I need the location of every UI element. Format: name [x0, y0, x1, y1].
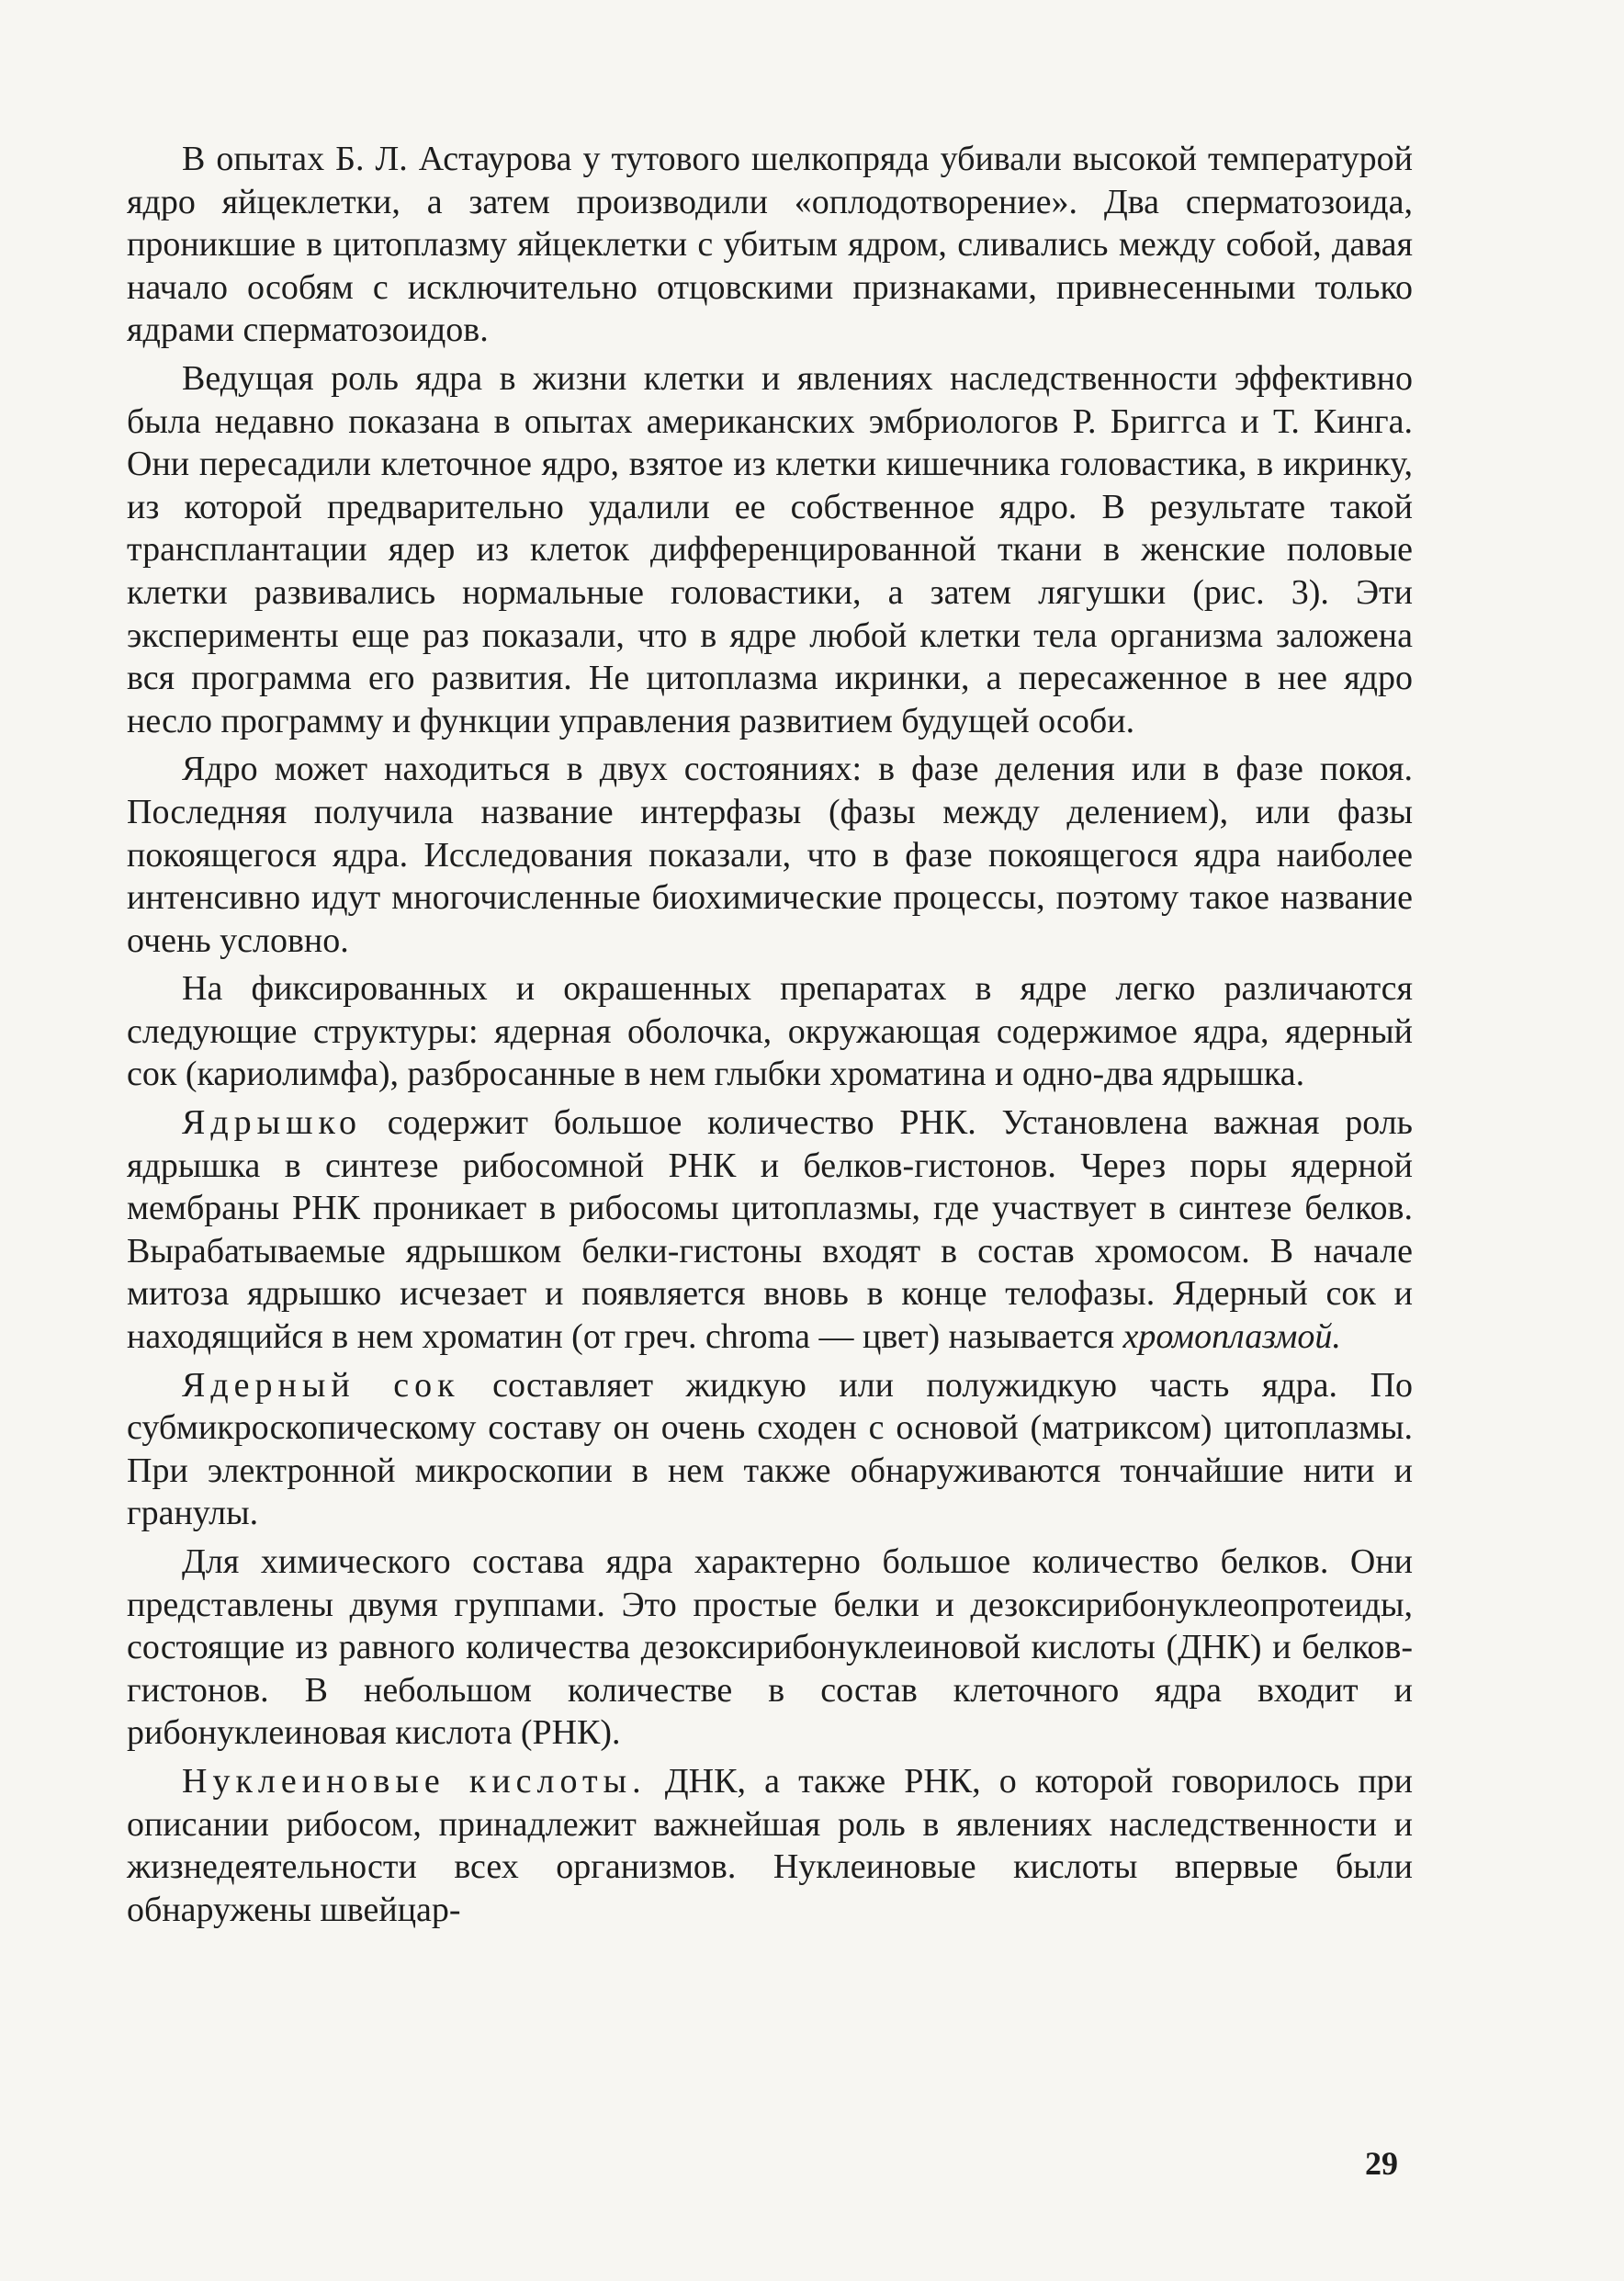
paragraph-nucleus-states: Ядро может находиться в двух состояниях: в фазе деления или в фазе покоя. Последняя получила название интерфазы (фазы между делением), или фазы покоящегося ядра. Исследования показали, что в фазе покоящегося ядра наиболее интенсивно идут многочисленные биохимические процессы, поэтому такое название очень условно.	[127, 750, 1413, 960]
page-body	[127, 138, 1413, 1937]
term-nucleic-acids: Нуклеиновые кислоты.	[182, 1761, 647, 1801]
term-nuclear-sap: Ядерный сок	[182, 1365, 460, 1405]
paragraph-nucleic-acids	[127, 1760, 1413, 1931]
paragraph-nucleic-acids-text: ДНК, а также РНК, о которой говорилось при описании рибосом, принадлежит важнейшая роль в явлениях наследственности и жизнедеятельности всех организмов. Нуклеиновые кислоты впервые были обнаружены швейцар-	[127, 1761, 1413, 1929]
paragraph-chemistry: Для химического состава ядра характерно большое количество белков. Они представлены двумя группами. Это простые белки и дезоксирибонуклеопротеиды, состоящие из равного количества дезоксирибонуклеиновой кислоты (ДНК) и белков-гистонов. В небольшом количестве в состав клеточного ядра входит и рибонуклеиновая кислота (РНК).	[127, 1542, 1413, 1753]
term-nucleolus: Ядрышко	[182, 1103, 363, 1143]
paragraph-nuclear-sap-text: составляет жидкую или полужидкую часть ядра. По субмикроскопическому составу он очень сходен с основой (матриксом) цитоплазмы. При электронной микроскопии в нем также обнаруживаются тончайшие нити и гранулы.	[127, 1365, 1414, 1533]
paragraph-nucleolus	[127, 1101, 1413, 1359]
page-number: 29	[1365, 2145, 1398, 2182]
paragraph-astaurov: В опытах Б. Л. Астаурова у тутового шелкопряда убивали высокой температурой ядро яйцеклетки, а затем производили «оплодотворение». Два сперматозоида, проникшие в цитоплазму яйцеклетки с убитым ядром, сливались между собой, давая начало особям с исключительно отцовскими признаками, привнесенными только ядрами сперматозоидов.	[127, 140, 1413, 350]
term-chromoplasm: хромоплазмой.	[1122, 1317, 1341, 1357]
paragraph-structures: На фиксированных и окрашенных препаратах в ядре легко различаются следующие структуры: ядерная оболочка, окружающая содержимое ядра, ядерный сок (кариолимфа), разбросанные в нем глыбки хроматина и одно-два ядрышка.	[127, 969, 1413, 1094]
paragraph-nuclear-sap	[127, 1364, 1413, 1535]
paragraph-briggs-king: Ведущая роль ядра в жизни клетки и явлениях наследственности эффективно была недавно показана в опытах американских эмбриологов Р. Бриггса и Т. Кинга. Они пересадили клеточное ядро, взятое из клетки кишечника головастика, в икринку, из которой предварительно удалили ее собственное ядро. В результате такой трансплантации ядер из клеток дифференцированной ткани в женские половые клетки развивались нормальные головастики, а затем лягушки (рис. 3). Эти эксперименты еще раз показали, что в ядре любой клетки тела организма заложена вся программа его развития. Не цитоплазма икринки, а пересаженное в нее ядро несло программу и функции управления развитием будущей особи.	[127, 358, 1413, 740]
paragraph-nucleolus-text: содержит большое количество РНК. Установлена важная роль ядрышка в синтезе рибосомной РНК и белков-гистонов. Через поры ядерной мембраны РНК проникает в рибосомы цитоплазмы, где участвует в синтезе белков. Вырабатываемые ядрышком белки-гистоны входят в состав хромосом. В начале митоза ядрышко исчезает и появляется вновь в конце телофазы. Ядерный сок и находящийся в нем хроматин (от греч. chroma — цвет) называется	[127, 1103, 1413, 1357]
